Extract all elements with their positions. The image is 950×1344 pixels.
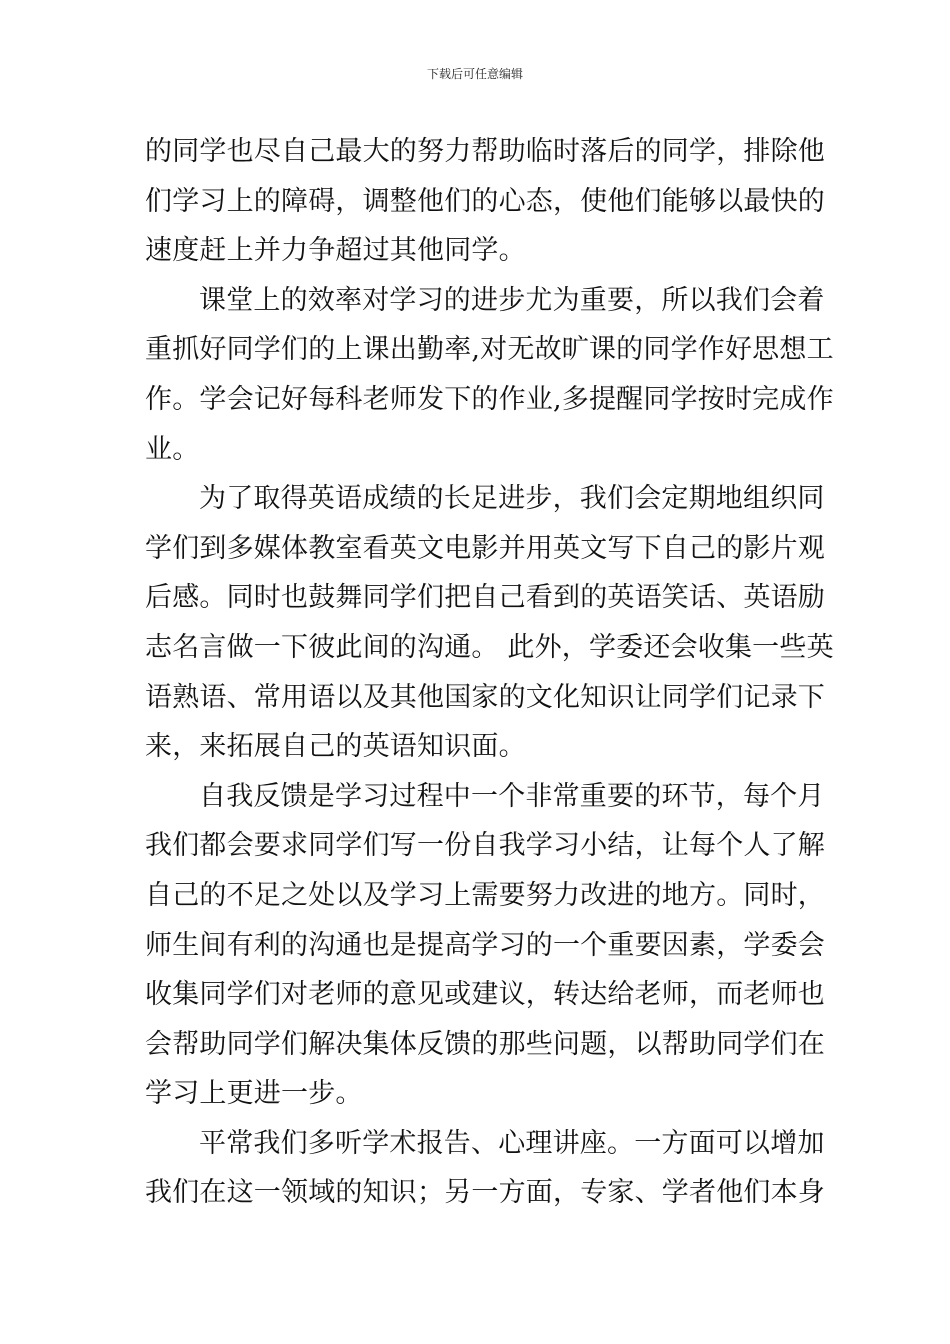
text-line: 的同学也尽自己最大的努力帮助临时落后的同学，排除他 [145, 136, 825, 167]
text-line: 师生间有利的沟通也是提高学习的一个重要因素，学委会 [145, 929, 825, 961]
text-line: 来，来拓展自己的英语知识面。 [145, 731, 526, 763]
body-text [145, 127, 834, 1218]
text-line: 重抓好同学们的上课出勤率,对无故旷课的同学作好思想工 [145, 334, 834, 366]
text-line: 业。 [145, 433, 200, 465]
text-line: 作。学会记好每科老师发下的作业,多提醒同学按时完成作 [145, 383, 834, 415]
paragraph [145, 474, 834, 772]
text-line: 自己的不足之处以及学习上需要努力改进的地方。同时， [145, 879, 825, 911]
text-line: 自我反馈是学习过程中一个非常重要的环节，每个月 [199, 780, 825, 812]
text-line: 收集同学们对老师的意见或建议，转达给老师，而老师也 [145, 979, 825, 1011]
text-line: 们学习上的障碍，调整他们的心态，使他们能够以最快的 [145, 185, 825, 217]
text-line: 志名言做一下彼此间的沟通。 此外，学委还会收集一些英 [145, 631, 834, 663]
text-line: 会帮助同学们解决集体反馈的那些问题，以帮助同学们在 [145, 1028, 825, 1060]
text-line: 平常我们多听学术报告、心理讲座。一方面可以增加 [199, 1127, 825, 1159]
paragraph [145, 1119, 825, 1218]
text-line: 速度赶上并力争超过其他同学。 [145, 235, 526, 267]
text-line: 我们都会要求同学们写一份自我学习小结，让每个人了解 [145, 830, 825, 862]
text-line: 学们到多媒体教室看英文电影并用英文写下自己的影片观 [145, 532, 825, 564]
text-line: 后感。同时也鼓舞同学们把自己看到的英语笑话、英语励 [145, 582, 825, 614]
paragraph [145, 276, 834, 474]
text-line: 学习上更进一步。 [145, 1078, 363, 1110]
text-line: 为了取得英语成绩的长足进步，我们会定期地组织同 [199, 483, 825, 515]
text-line: 我们在这一领域的知识；另一方面，专家、学者他们本身 [145, 1177, 825, 1209]
text-line: 语熟语、常用语以及其他国家的文化知识让同学们记录下 [145, 681, 825, 713]
page-header: 下载后可任意编辑 [426, 67, 523, 81]
text-line: 课堂上的效率对学习的进步尤为重要，所以我们会着 [199, 284, 825, 316]
paragraph [145, 772, 825, 1119]
paragraph [145, 127, 825, 276]
